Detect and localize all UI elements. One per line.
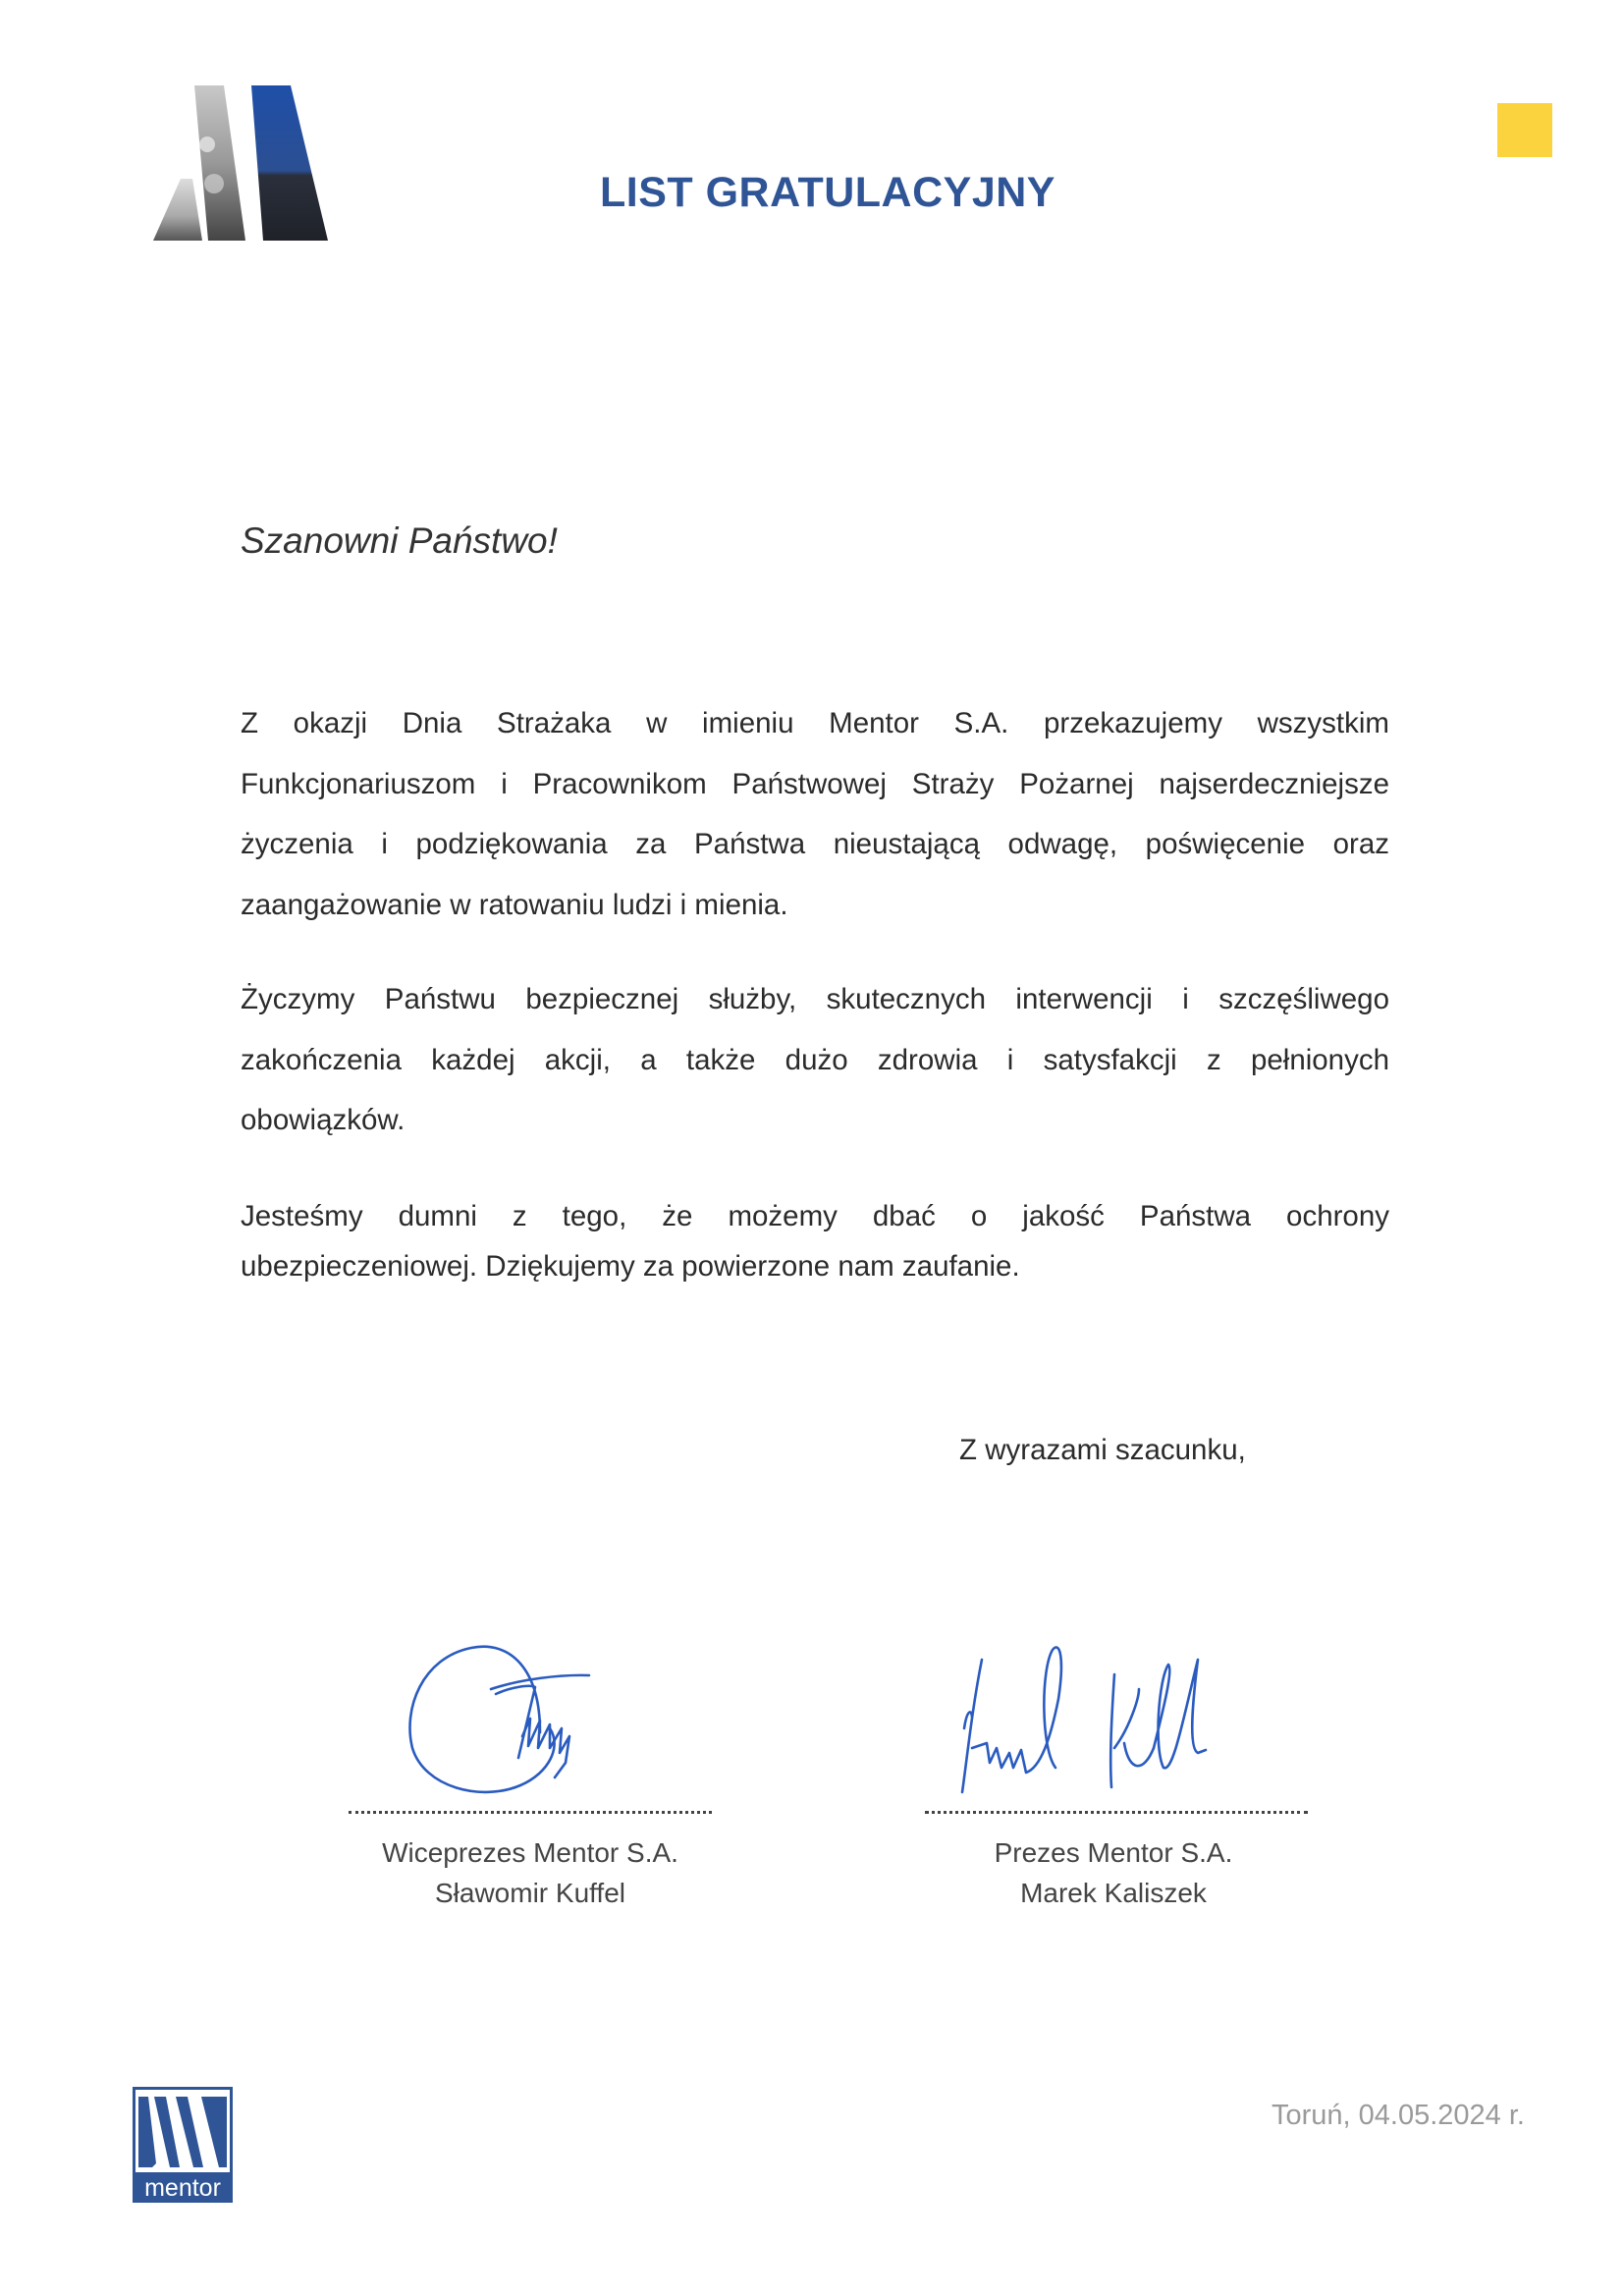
- closing: Z wyrazami szacunku,: [959, 1434, 1246, 1466]
- mentor-logo-icon: [133, 2087, 233, 2203]
- text-line: zaangażowanie w ratowaniu ludzi i mienia.: [241, 888, 788, 921]
- text-line: ubezpieczeniowej. Dziękujemy za powierzone nam zaufanie.: [241, 1250, 1020, 1283]
- signature-line-right: [925, 1811, 1308, 1814]
- signature-line-left: [349, 1811, 712, 1814]
- text-line: Funkcjonariuszom i Pracownikom Państwowej Straży Pożarnej najserdeczniejsze: [241, 767, 1389, 800]
- signatory-name: Marek Kaliszek: [1020, 1878, 1207, 1908]
- paragraph-2: [241, 983, 1389, 1165]
- signatory-role: Wiceprezes Mentor S.A.: [382, 1837, 678, 1868]
- signatory-left: [334, 1832, 727, 1913]
- yellow-mark: [1497, 103, 1552, 157]
- svg-text:mentor: mentor: [144, 2174, 221, 2202]
- paragraph-1: [241, 707, 1389, 949]
- text-line: życzenia i podziękowania za Państwa nieustającą odwagę, poświęcenie oraz: [241, 828, 1389, 860]
- signatory-role: Prezes Mentor S.A.: [994, 1837, 1233, 1868]
- greeting: Szanowni Państwo!: [241, 520, 558, 561]
- letter-title: LIST GRATULACYJNY: [600, 169, 1055, 216]
- text-line: obowiązków.: [241, 1104, 406, 1136]
- text-line: Jesteśmy dumni z tego, że możemy dbać o jakość Państwa ochrony: [241, 1200, 1389, 1232]
- signatory-right: [917, 1832, 1310, 1913]
- text-line: zakończenia każdej akcji, a także dużo zdrowia i satysfakcji z pełnionych: [241, 1043, 1389, 1076]
- signature-left-icon: [393, 1630, 668, 1807]
- paragraph-3: [241, 1200, 1389, 1300]
- mentor-building-logo-icon: [153, 85, 328, 241]
- date-place: Toruń, 04.05.2024 r.: [1271, 2100, 1525, 2131]
- signatory-name: Sławomir Kuffel: [434, 1878, 625, 1908]
- text-line: Życzymy Państwu bezpiecznej służby, skutecznych interwencji i szczęśliwego: [241, 983, 1389, 1015]
- text-line: Z okazji Dnia Strażaka w imieniu Mentor S.A. przekazujemy wszystkim: [241, 707, 1389, 739]
- signature-right-icon: [943, 1640, 1286, 1807]
